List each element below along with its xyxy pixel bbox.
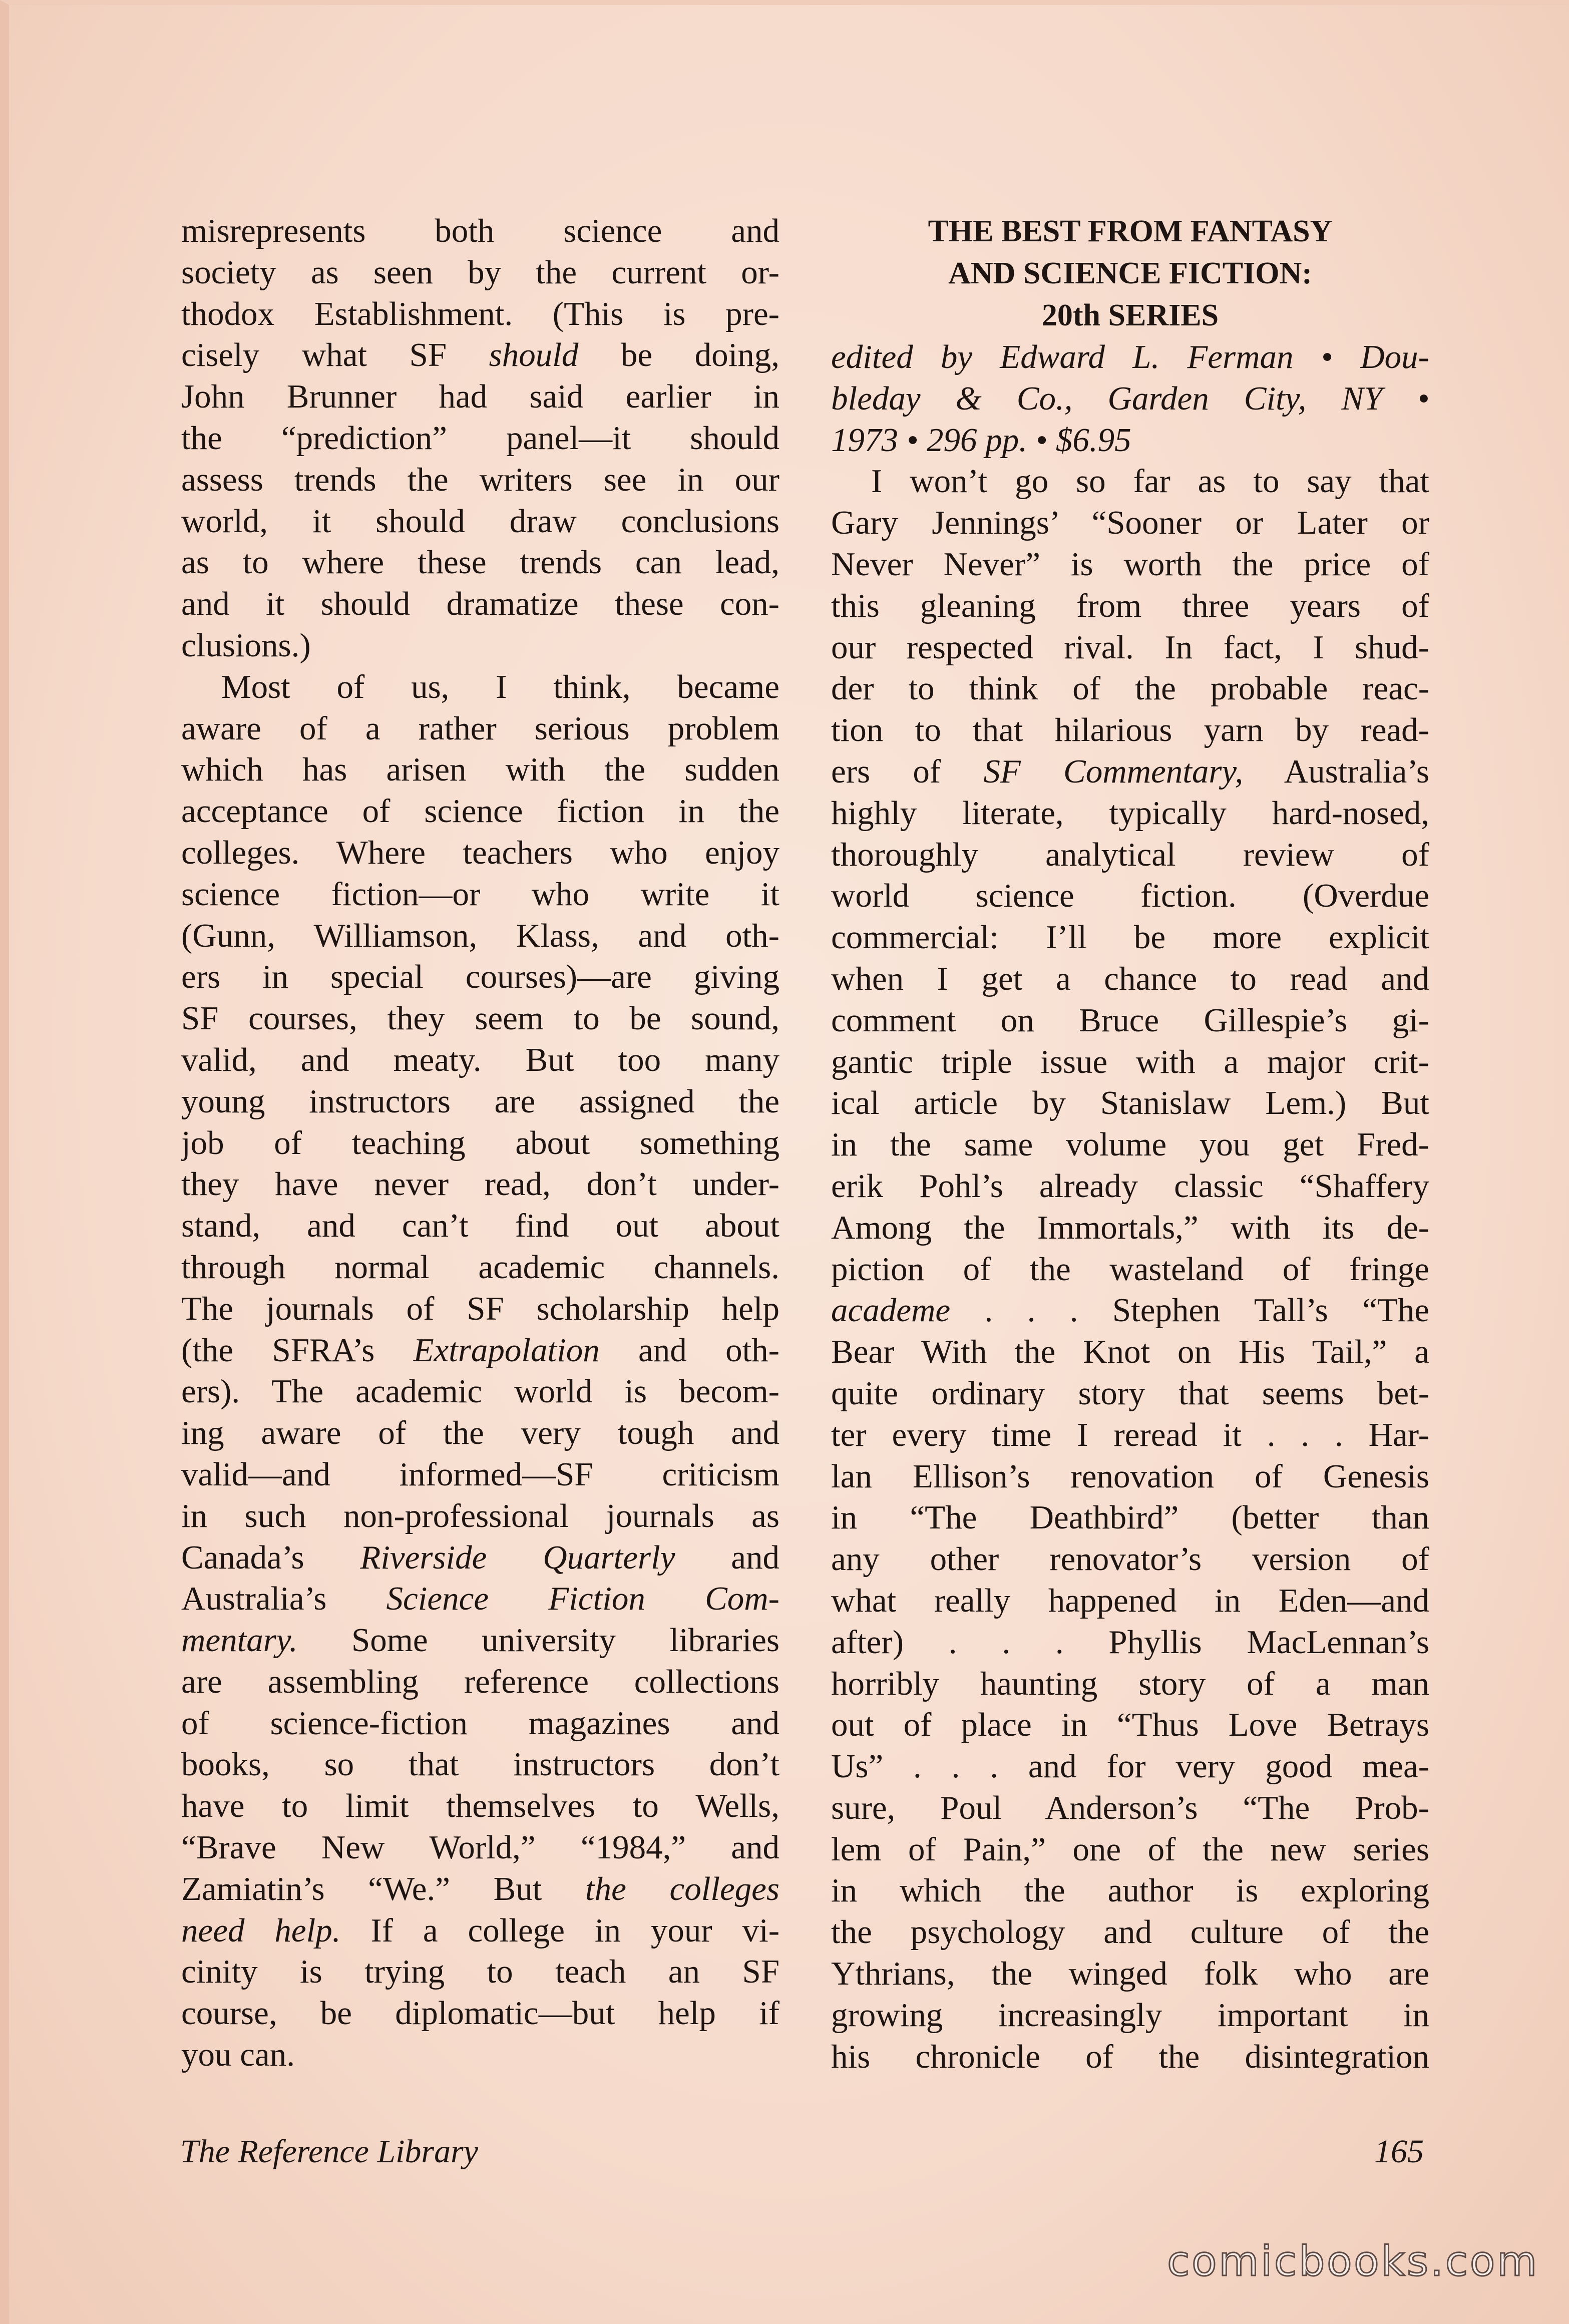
left-column-text-line: stand, and can’t find out about xyxy=(181,1207,779,1245)
right-column-text-line: I won’t go so far as to say that xyxy=(871,463,1429,500)
roman-text: (the SFRA’s xyxy=(181,1331,414,1369)
right-column-text-line: horribly haunting story of a man xyxy=(831,1665,1429,1702)
right-column-text-line: ter every time I reread it . . . Har- xyxy=(831,1416,1429,1453)
right-column-text-line: ical article by Stanislaw Lem.) But xyxy=(831,1084,1429,1122)
right-column-text-line: in “The Deathbird” (better than xyxy=(831,1499,1429,1536)
left-column-text-line: cinity is trying to teach an SF xyxy=(181,1953,779,1991)
roman-text: and xyxy=(675,1538,779,1576)
roman-text: Australia’s xyxy=(181,1580,386,1618)
right-column-text-line: highly literate, typically hard-nosed, xyxy=(831,794,1429,832)
page-number: 165 xyxy=(1374,2133,1424,2170)
review-heading xyxy=(831,210,1429,336)
right-column-text-line: tion to that hilarious yarn by read- xyxy=(831,711,1429,749)
left-column-text-line: “Brave New World,” “1984,” and xyxy=(181,1829,779,1866)
right-column-text-line: quite ordinary story that seems bet- xyxy=(831,1374,1429,1412)
right-column-text-line: comment on Bruce Gillespie’s gi- xyxy=(831,1001,1429,1039)
byline-line-3: 1973 • 296 pp. • $6.95 xyxy=(831,421,1131,459)
left-column-text-line: have to limit themselves to Wells, xyxy=(181,1787,779,1825)
right-column-text-line: Us” . . . and for very good mea- xyxy=(831,1748,1429,1785)
right-column-text-line: Among the Immortals,” with its de- xyxy=(831,1209,1429,1246)
left-column-text-line: job of teaching about something xyxy=(181,1124,779,1161)
review-title-line-1: THE BEST FROM FANTASY xyxy=(928,214,1333,248)
left-column-text-line: young instructors are assigned the xyxy=(181,1082,779,1120)
left-column-text-line: which has arisen with the sudden xyxy=(181,751,779,789)
left-column-text-line: assess trends the writers see in our xyxy=(181,461,779,498)
right-column-text-line: lem of Pain,” one of the new series xyxy=(831,1830,1429,1868)
left-column-text-line: The journals of SF scholarship help xyxy=(181,1290,779,1327)
left-column-text-line: course, be diplomatic—but help if xyxy=(181,1995,779,2032)
left-column-text-line: world, it should draw conclusions xyxy=(181,502,779,540)
right-column-text-line xyxy=(831,751,1429,793)
right-column-text-line: erik Pohl’s already classic “Shaffery xyxy=(831,1167,1429,1205)
right-column-text-line: Ythrians, the winged folk who are xyxy=(831,1955,1429,1993)
left-column-text-line: ing aware of the very tough and xyxy=(181,1414,779,1452)
roman-text: . . . Stephen Tall’s “The xyxy=(950,1292,1429,1329)
left-column-text-line: through normal academic channels. xyxy=(181,1248,779,1286)
left-column-text-line xyxy=(181,334,779,376)
right-column-text-line: thoroughly analytical review of xyxy=(831,836,1429,873)
left-column-text-line xyxy=(181,1910,779,1952)
left-column-text-line: are assembling reference collections xyxy=(181,1663,779,1700)
right-column-text-line: gantic triple issue with a major crit- xyxy=(831,1043,1429,1080)
italic-title: need help. xyxy=(181,1911,341,1949)
right-column-wrapper xyxy=(831,210,1429,2077)
watermark-logo: comicbooks.com xyxy=(1167,2238,1539,2285)
left-column-text-line: (Gunn, Williamson, Klass, and oth- xyxy=(181,917,779,954)
left-column xyxy=(181,210,779,2076)
left-column-text-line: as to where these trends can lead, xyxy=(181,544,779,581)
right-column-text-line: world science fiction. (Overdue xyxy=(831,877,1429,915)
right-column-text-line: der to think of the probable reac- xyxy=(831,670,1429,707)
left-column-text-line: acceptance of science fiction in the xyxy=(181,793,779,830)
right-column-text-line: when I get a chance to read and xyxy=(831,960,1429,997)
left-column-text-line: ers). The academic world is becom- xyxy=(181,1373,779,1410)
byline-line-1: edited by Edward L. Ferman • Dou- xyxy=(831,338,1429,375)
italic-title: mentary. xyxy=(181,1622,298,1659)
left-column-text-line: and it should dramatize these con- xyxy=(181,585,779,623)
left-column-text-line: thodox Establishment. (This is pre- xyxy=(181,295,779,332)
italic-title: SF Commentary, xyxy=(983,752,1244,790)
right-column-text-line: this gleaning from three years of xyxy=(831,587,1429,624)
review-byline xyxy=(831,336,1429,461)
right-column-text-line: our respected rival. In fact, I shud- xyxy=(831,628,1429,666)
left-column-text-line: you can. xyxy=(181,2036,295,2074)
right-column-text-line: after) . . . Phyllis MacLennan’s xyxy=(831,1623,1429,1661)
roman-text: Zamiatin’s “We.” But xyxy=(181,1870,586,1907)
italic-title: Science Fiction Com- xyxy=(386,1580,779,1618)
left-column-text-line: they have never read, don’t under- xyxy=(181,1166,779,1203)
review-title-line-3: 20th SERIES xyxy=(1041,298,1219,332)
italic-title: academe xyxy=(831,1292,951,1329)
left-column-text-line: valid, and meaty. But too many xyxy=(181,1041,779,1078)
right-column-text-line: piction of the wasteland of fringe xyxy=(831,1250,1429,1288)
left-column-text-line xyxy=(181,1578,779,1620)
right-column-text-line: his chronicle of the disintegration xyxy=(831,2038,1429,2075)
italic-title: the colleges xyxy=(585,1870,779,1907)
right-column-text-line: Gary Jennings’ “Sooner or Later or xyxy=(831,504,1429,542)
roman-text: Canada’s xyxy=(181,1538,360,1576)
roman-text: be doing, xyxy=(578,336,779,374)
left-column-text-line xyxy=(181,1330,779,1371)
left-column-text-line: SF courses, they seem to be sound, xyxy=(181,1000,779,1037)
left-column-text-line: valid—and informed—SF criticism xyxy=(181,1455,779,1493)
right-column-text-line: in which the author is exploring xyxy=(831,1872,1429,1909)
roman-text: cisely what SF xyxy=(181,336,489,374)
right-column-text-line: Bear With the Knot on His Tail,” a xyxy=(831,1333,1429,1371)
byline-line-2: bleday & Co., Garden City, NY • xyxy=(831,379,1429,417)
left-column-text-line: misrepresents both science and xyxy=(181,212,779,249)
left-column-text-line xyxy=(181,1537,779,1579)
roman-text: Australia’s xyxy=(1243,752,1429,790)
roman-text: and oth- xyxy=(599,1331,779,1369)
left-column-text-line: ers in special courses)—are giving xyxy=(181,958,779,996)
left-column-text-line xyxy=(181,1868,779,1910)
review-body xyxy=(831,461,1429,2077)
left-column-text-line: the “prediction” panel—it should xyxy=(181,419,779,457)
right-column-text-line: sure, Poul Anderson’s “The Prob- xyxy=(831,1789,1429,1826)
review-title-line-2: AND SCIENCE FICTION: xyxy=(948,256,1312,290)
roman-text: If a college in your vi- xyxy=(340,1911,779,1949)
left-column-text-line: John Brunner had said earlier in xyxy=(181,378,779,416)
italic-title: should xyxy=(489,336,579,374)
right-column-text-line: commercial: I’ll be more explicit xyxy=(831,919,1429,956)
right-column-text-line: any other renovator’s version of xyxy=(831,1540,1429,1578)
right-column-text-line: out of place in “Thus Love Betrays xyxy=(831,1706,1429,1744)
left-column-text-line: society as seen by the current or- xyxy=(181,253,779,291)
right-column-text-line: lan Ellison’s renovation of Genesis xyxy=(831,1457,1429,1495)
right-column-text-line: what really happened in Eden—and xyxy=(831,1582,1429,1619)
left-column-text-line: clusions.) xyxy=(181,626,311,664)
right-column-text-line: Never Never” is worth the price of xyxy=(831,545,1429,583)
right-column-text-line xyxy=(831,1290,1429,1331)
right-column-text-line: the psychology and culture of the xyxy=(831,1913,1429,1951)
left-column-text-line: science fiction—or who write it xyxy=(181,875,779,913)
roman-text: Some university libraries xyxy=(297,1622,779,1659)
left-column-text-line: aware of a rather serious problem xyxy=(181,709,779,747)
italic-title: Riverside Quarterly xyxy=(360,1538,675,1576)
roman-text: ers of xyxy=(831,752,984,790)
italic-title: Extrapolation xyxy=(413,1331,600,1369)
running-footer-title: The Reference Library xyxy=(180,2133,479,2170)
left-column-text-line xyxy=(181,1620,779,1661)
left-column-text-line: Most of us, I think, became xyxy=(221,668,779,705)
left-column-text-line: colleges. Where teachers who enjoy xyxy=(181,834,779,871)
left-column-text-line: in such non-professional journals as xyxy=(181,1497,779,1534)
right-column-text-line: growing increasingly important in xyxy=(831,1996,1429,2034)
left-column-text-line: of science-fiction magazines and xyxy=(181,1704,779,1742)
right-column-text-line: in the same volume you get Fred- xyxy=(831,1126,1429,1164)
left-column-text-line: books, so that instructors don’t xyxy=(181,1746,779,1783)
